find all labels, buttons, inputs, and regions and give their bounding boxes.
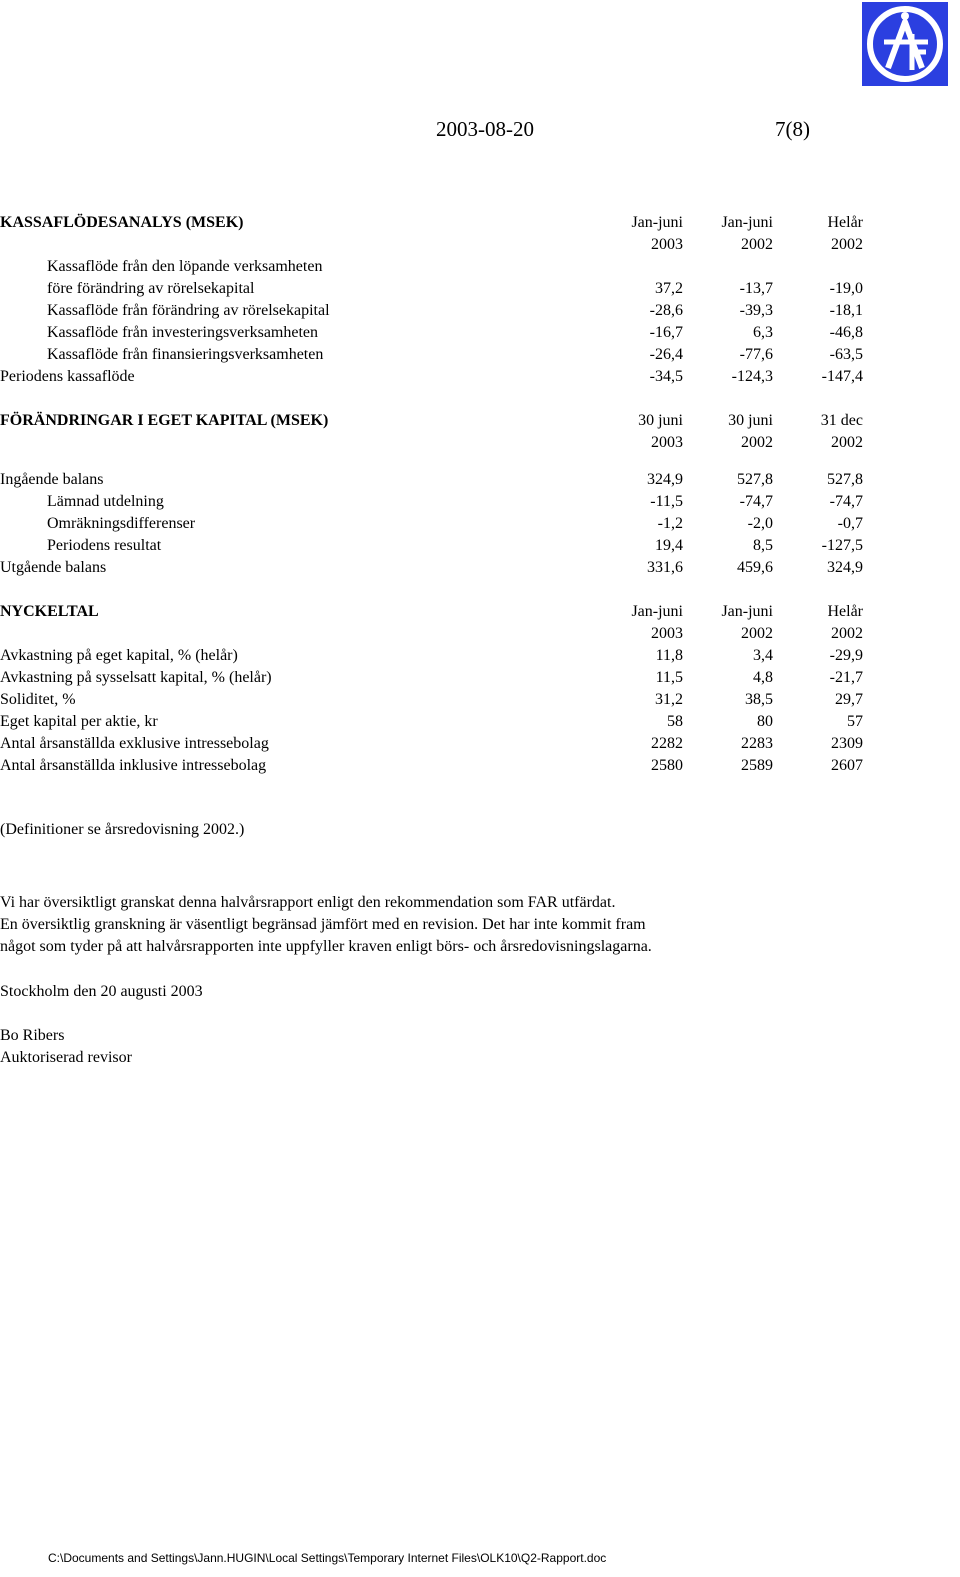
col-year: 2003 (651, 625, 683, 642)
col-year: 2002 (831, 236, 863, 253)
row-label: Kassaflöde från förändring av rörelsekapital (47, 302, 330, 319)
table-row (0, 344, 880, 366)
cell-value: 324,9 (827, 559, 863, 576)
cell-value: -19,0 (829, 280, 863, 297)
cell-value: -124,3 (731, 368, 773, 385)
cell-value: -74,7 (739, 493, 773, 510)
cell-value: 11,8 (655, 647, 683, 664)
af-logo-icon (862, 2, 948, 86)
table-row (0, 689, 880, 711)
cell-value: 31,2 (655, 691, 683, 708)
cell-value: -0,7 (837, 515, 863, 532)
cell-value: 2589 (741, 757, 773, 774)
cell-value: -26,4 (649, 346, 683, 363)
table-row (0, 469, 880, 491)
cell-value: 58 (667, 713, 683, 730)
cell-value: 57 (847, 713, 863, 730)
cell-value: -16,7 (649, 324, 683, 341)
col-year: 2002 (741, 625, 773, 642)
row-label: Eget kapital per aktie, kr (0, 713, 158, 730)
equity-heading-row (0, 410, 880, 432)
row-label: Utgående balans (0, 559, 107, 576)
cell-value: -11,5 (650, 493, 683, 510)
review-text-line: En översiktlig granskning är väsentligt begränsad jämfört med en revision. Det har inte kommit fram (0, 916, 646, 933)
table-row (0, 513, 880, 535)
table-row (0, 300, 880, 322)
col-year: 2002 (741, 434, 773, 451)
cell-value: 38,5 (745, 691, 773, 708)
cell-value: 4,8 (753, 669, 773, 686)
table-row (0, 645, 880, 667)
row-label: Lämnad utdelning (47, 493, 164, 510)
col-year: 2003 (651, 236, 683, 253)
cashflow-year-row (0, 234, 880, 256)
cell-value: 2282 (651, 735, 683, 752)
cell-value: -28,6 (649, 302, 683, 319)
col-year: 2002 (741, 236, 773, 253)
cell-value: -1,2 (657, 515, 683, 532)
table-row (0, 557, 880, 579)
cell-value: -21,7 (829, 669, 863, 686)
table-row (0, 278, 880, 300)
report-date: 2003-08-20 (436, 117, 534, 141)
col-head: 31 dec (820, 412, 863, 429)
cell-value: -77,6 (739, 346, 773, 363)
table-row (0, 366, 880, 388)
row-label: Avkastning på eget kapital, % (helår) (0, 647, 238, 664)
cell-value: -46,8 (829, 324, 863, 341)
table-row (0, 322, 880, 344)
equity-title: FÖRÄNDRINGAR I EGET KAPITAL (MSEK) (0, 412, 329, 429)
col-year: 2002 (831, 434, 863, 451)
col-year: 2002 (831, 625, 863, 642)
equity-year-row (0, 432, 880, 454)
cell-value: 527,8 (827, 471, 863, 488)
cell-value: 3,4 (753, 647, 773, 664)
definitions-note: (Definitioner se årsredovisning 2002.) (0, 821, 245, 838)
cell-value: 459,6 (737, 559, 773, 576)
cell-value: 6,3 (753, 324, 773, 341)
cell-value: 2283 (741, 735, 773, 752)
row-label: före förändring av rörelsekapital (47, 280, 255, 297)
cell-value: 2580 (651, 757, 683, 774)
table-row (0, 667, 880, 689)
cell-value: -18,1 (829, 302, 863, 319)
cell-value: 331,6 (647, 559, 683, 576)
cell-value: 8,5 (753, 537, 773, 554)
cell-value: -39,3 (739, 302, 773, 319)
cell-value: -127,5 (821, 537, 863, 554)
cell-value: 527,8 (737, 471, 773, 488)
cell-value: 324,9 (647, 471, 683, 488)
row-label: Kassaflöde från investeringsverksamheten (47, 324, 319, 341)
col-head: Jan-juni (631, 214, 683, 231)
keyfigures-title: NYCKELTAL (0, 603, 99, 620)
cell-value: 29,7 (835, 691, 863, 708)
table-row (0, 733, 880, 755)
row-label: Antal årsanställda exklusive intressebolag (0, 735, 269, 752)
cell-value: -74,7 (829, 493, 863, 510)
cell-value: -13,7 (739, 280, 773, 297)
col-head: Helår (827, 214, 863, 231)
table-row (0, 491, 880, 513)
row-label: Kassaflöde från finansieringsverksamheten (47, 346, 324, 363)
cashflow-title: KASSAFLÖDESANALYS (MSEK) (0, 214, 244, 231)
row-label: Avkastning på sysselsatt kapital, % (helår) (0, 669, 272, 686)
file-path-footer: C:\Documents and Settings\Jann.HUGIN\Local Settings\Temporary Internet Files\OLK10\Q2-Rapport.doc (48, 1551, 607, 1565)
cell-value: 19,4 (655, 537, 683, 554)
table-row (0, 535, 880, 557)
row-label: Periodens resultat (47, 537, 162, 554)
cell-value: -147,4 (821, 368, 863, 385)
row-label: Kassaflöde från den löpande verksamheten (47, 258, 323, 275)
col-year: 2003 (651, 434, 683, 451)
col-head: Helår (827, 603, 863, 620)
cell-value: 2309 (831, 735, 863, 752)
col-head: Jan-juni (631, 603, 683, 620)
cell-value: -34,5 (649, 368, 683, 385)
cell-value: -29,9 (829, 647, 863, 664)
col-head: 30 juni (638, 412, 683, 429)
cell-value: 80 (757, 713, 773, 730)
col-head: Jan-juni (721, 214, 773, 231)
review-text-line: något som tyder på att halvårsrapporten inte uppfyller kraven enligt börs- och årsredovisningslagarna. (0, 938, 652, 955)
table-row (0, 711, 880, 733)
table-row (0, 755, 880, 777)
col-head: Jan-juni (721, 603, 773, 620)
row-label: Soliditet, % (0, 691, 76, 708)
cell-value: 11,5 (655, 669, 683, 686)
keyfigures-heading-row (0, 601, 880, 623)
cell-value: 37,2 (655, 280, 683, 297)
review-text-line: Vi har översiktligt granskat denna halvårsrapport enligt den rekommendation som FAR utfärdat. (0, 894, 616, 911)
cell-value: -63,5 (829, 346, 863, 363)
signer-title: Auktoriserad revisor (0, 1049, 132, 1066)
row-label: Omräkningsdifferenser (47, 515, 196, 532)
cell-value: 2607 (831, 757, 863, 774)
row-label: Antal årsanställda inklusive intressebolag (0, 757, 267, 774)
cashflow-heading-row (0, 212, 880, 234)
place-date: Stockholm den 20 augusti 2003 (0, 983, 203, 1000)
row-label: Ingående balans (0, 471, 104, 488)
keyfigures-year-row (0, 623, 880, 645)
col-head: 30 juni (728, 412, 773, 429)
table-row (0, 256, 880, 278)
page-number: 7(8) (775, 117, 810, 141)
signer-name: Bo Ribers (0, 1027, 65, 1044)
cell-value: -2,0 (747, 515, 773, 532)
row-label: Periodens kassaflöde (0, 368, 135, 385)
